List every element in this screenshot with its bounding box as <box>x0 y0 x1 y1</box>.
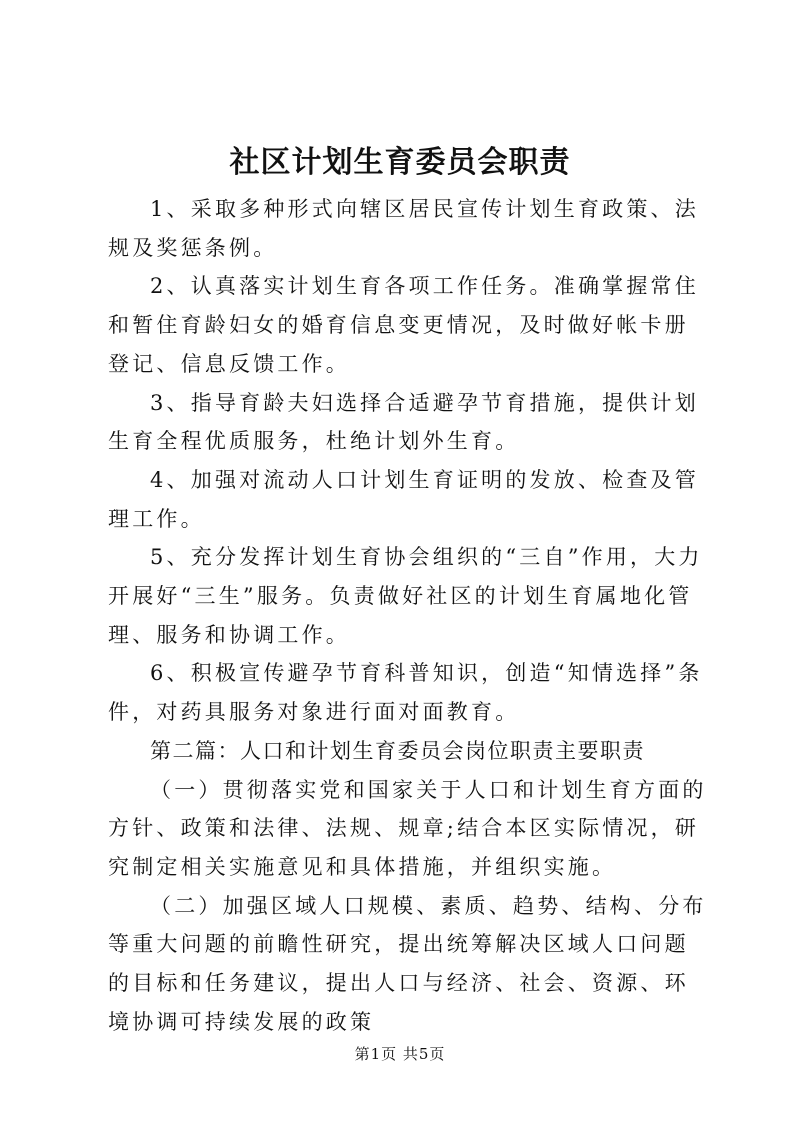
paragraph-duty-2: （二）加强区域人口规模、素质、趋势、结构、分布等重大问题的前瞻性研究，提出统筹解决区域人口问题的目标和任务建议，提出人口与经济、社会、资源、环境协调可持续发展的政策 <box>108 893 707 1034</box>
document-body <box>108 190 708 1041</box>
paragraph-item-2: 2、认真落实计划生育各项工作任务。准确掌握常住和暂住育龄妇女的婚育信息变更情况，及时做好帐卡册登记、信息反馈工作。 <box>108 274 699 376</box>
section-heading: 第二篇：人口和计划生育委员会岗位职责主要职责 <box>150 738 645 763</box>
page-footer: 第1页 共5页 <box>354 1045 446 1063</box>
paragraph-item-3: 3、指导育龄夫妇选择合适避孕节育措施，提供计划生育全程优质服务，杜绝计划外生育。 <box>108 390 699 454</box>
paragraph-item-6: 6、积极宣传避孕节育科普知识，创造“知情选择”条件，对药具服务对象进行面对面教育。 <box>108 661 703 725</box>
paragraph-item-5: 5、充分发挥计划生育协会组织的“三自”作用，大力开展好“三生”服务。负责做好社区的计划生育属地化管理、服务和协调工作。 <box>108 545 703 647</box>
paragraph-item-1: 1、采取多种形式向辖区居民宣传计划生育政策、法规及奖惩条例。 <box>108 197 699 260</box>
document-title: 社区计划生育委员会职责 <box>229 145 571 180</box>
paragraph-duty-1: （一）贯彻落实党和国家关于人口和计划生育方面的方针、政策和法律、法规、规章;结合本区实际情况，研究制定相关实施意见和具体措施，并组织实施。 <box>108 777 707 879</box>
paragraph-item-4: 4、加强对流动人口计划生育证明的发放、检查及管理工作。 <box>108 467 699 531</box>
